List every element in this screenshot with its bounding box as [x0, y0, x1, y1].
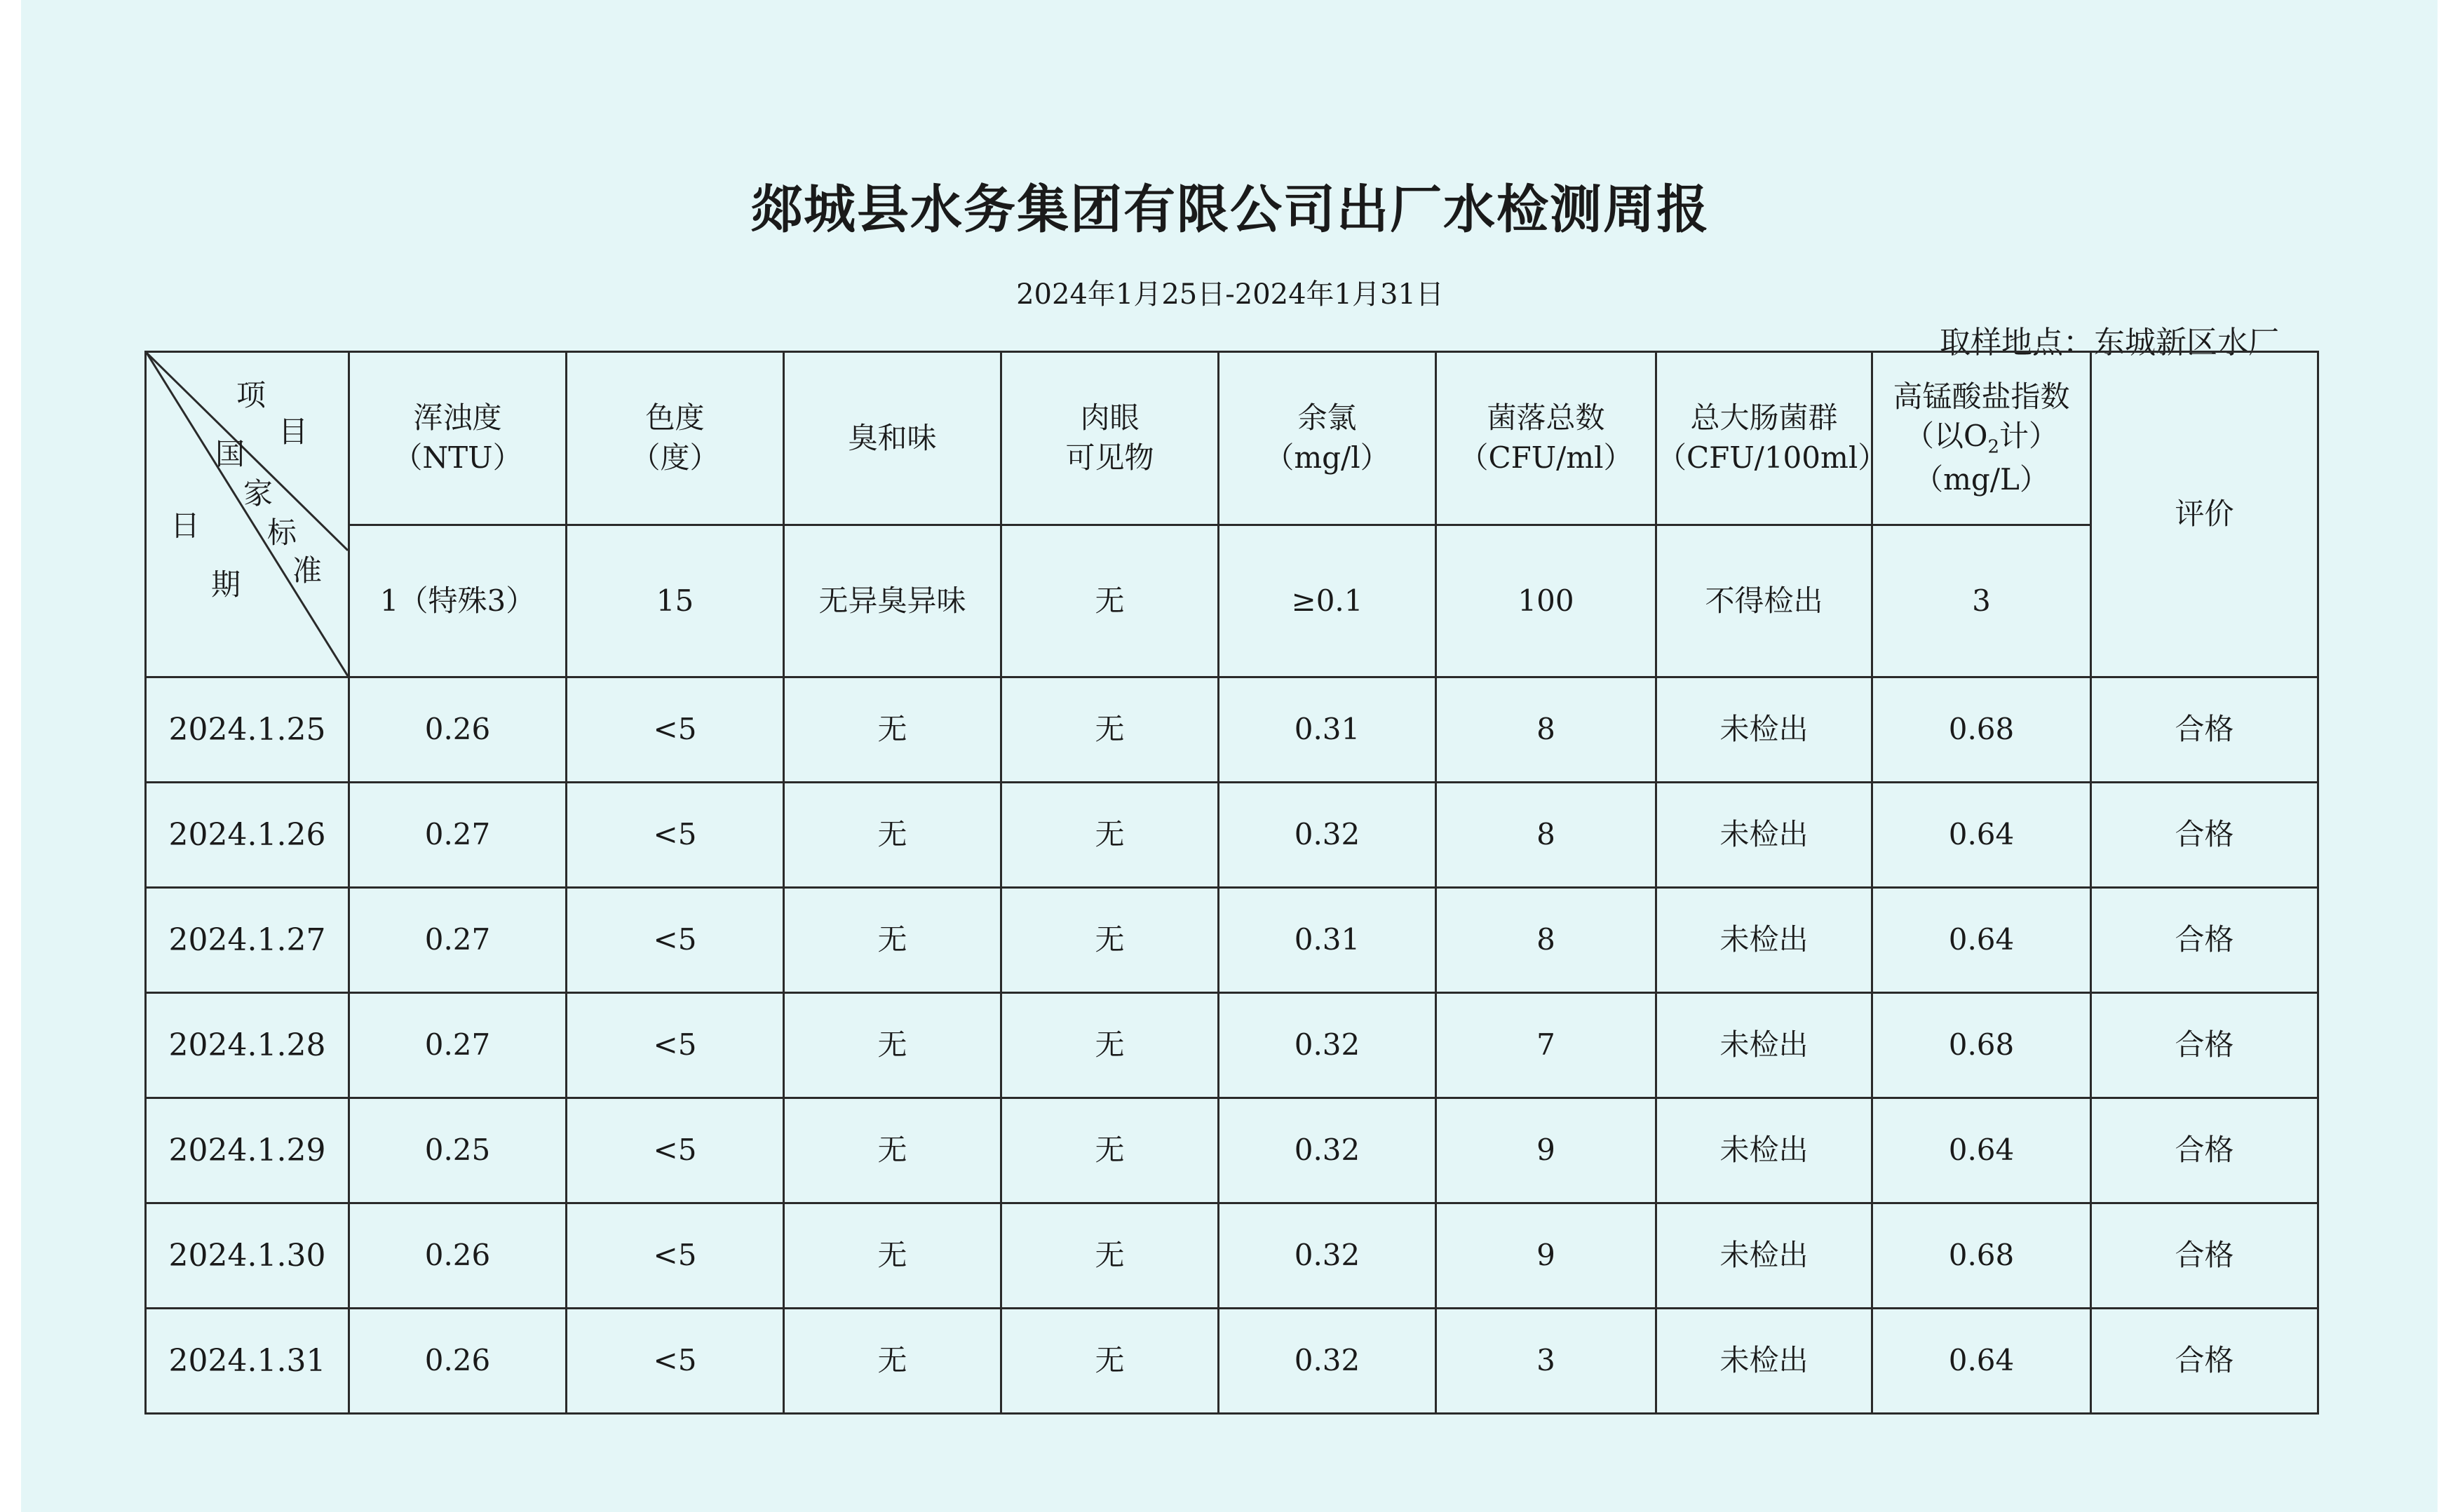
evaluation-cell: 合格	[2091, 1309, 2318, 1414]
color-cell: <5	[567, 783, 784, 888]
visible-matter-cell: 无	[1001, 1098, 1219, 1203]
color-cell: <5	[567, 888, 784, 993]
report-title: 郯城县水务集团有限公司出厂水检测周报	[750, 180, 1710, 240]
col-header-visible-matter: 肉眼 可见物	[1001, 352, 1219, 525]
table-row	[146, 993, 2318, 1098]
colony-count-cell: 8	[1436, 677, 1656, 783]
color-cell: <5	[567, 677, 784, 783]
evaluation-cell: 合格	[2091, 993, 2318, 1098]
turbidity-cell: 0.26	[349, 1309, 567, 1414]
table-row	[146, 888, 2318, 993]
evaluation-cell: 合格	[2091, 677, 2318, 783]
corner-label-zhun: 准	[292, 553, 323, 588]
chlorine-cell: 0.31	[1219, 888, 1436, 993]
evaluation-cell: 合格	[2091, 1098, 2318, 1203]
header-row	[146, 352, 2318, 525]
color-cell: <5	[567, 1203, 784, 1309]
chlorine-cell: 0.32	[1219, 1098, 1436, 1203]
color-cell: <5	[567, 1309, 784, 1414]
date-cell: 2024.1.25	[146, 677, 349, 783]
permanganate-cell: 0.68	[1872, 1203, 2091, 1309]
standard-cell: ≥0.1	[1219, 525, 1436, 677]
corner-label-xiang: 项	[236, 378, 266, 412]
permanganate-cell: 0.68	[1872, 993, 2091, 1098]
chlorine-cell: 0.32	[1219, 1309, 1436, 1414]
standard-cell: 无	[1001, 525, 1219, 677]
standard-cell: 15	[567, 525, 784, 677]
turbidity-cell: 0.27	[349, 888, 567, 993]
coliform-cell: 未检出	[1656, 1203, 1872, 1309]
color-cell: <5	[567, 1098, 784, 1203]
col-header-coliform: 总大肠菌群 （CFU/100ml）	[1656, 352, 1872, 525]
table-row	[146, 677, 2318, 783]
date-cell: 2024.1.29	[146, 1098, 349, 1203]
col-header-color: 色度 （度）	[567, 352, 784, 525]
date-cell: 2024.1.27	[146, 888, 349, 993]
evaluation-cell: 合格	[2091, 888, 2318, 993]
standard-cell: 无异臭异味	[784, 525, 1001, 677]
water-quality-table	[144, 351, 2319, 1415]
visible-matter-cell: 无	[1001, 677, 1219, 783]
col-header-evaluation: 评价	[2091, 352, 2318, 677]
coliform-cell: 未检出	[1656, 888, 1872, 993]
date-cell: 2024.1.28	[146, 993, 349, 1098]
permanganate-cell: 0.64	[1872, 1098, 2091, 1203]
turbidity-cell: 0.26	[349, 677, 567, 783]
permanganate-cell: 0.64	[1872, 1309, 2091, 1414]
turbidity-cell: 0.27	[349, 993, 567, 1098]
chlorine-cell: 0.32	[1219, 1203, 1436, 1309]
permanganate-cell: 0.64	[1872, 888, 2091, 993]
odor-cell: 无	[784, 993, 1001, 1098]
chlorine-cell: 0.32	[1219, 783, 1436, 888]
chlorine-cell: 0.31	[1219, 677, 1436, 783]
visible-matter-cell: 无	[1001, 993, 1219, 1098]
odor-cell: 无	[784, 1309, 1001, 1414]
turbidity-cell: 0.26	[349, 1203, 567, 1309]
coliform-cell: 未检出	[1656, 1098, 1872, 1203]
colony-count-cell: 9	[1436, 1203, 1656, 1309]
odor-cell: 无	[784, 888, 1001, 993]
report-period: 2024年1月25日-2024年1月31日	[1016, 278, 1444, 311]
visible-matter-cell: 无	[1001, 783, 1219, 888]
standard-cell: 不得检出	[1656, 525, 1872, 677]
corner-label-guo: 国	[215, 437, 245, 471]
col-header-permanganate: 高锰酸盐指数 （以$O_2$计） （mg/L）	[1872, 352, 2091, 525]
corner-header-cell	[146, 352, 349, 677]
odor-cell: 无	[784, 677, 1001, 783]
permanganate-cell: 0.68	[1872, 677, 2091, 783]
visible-matter-cell: 无	[1001, 1309, 1219, 1414]
odor-cell: 无	[784, 1203, 1001, 1309]
visible-matter-cell: 无	[1001, 888, 1219, 993]
turbidity-cell: 0.27	[349, 783, 567, 888]
coliform-cell: 未检出	[1656, 677, 1872, 783]
standard-cell: 3	[1872, 525, 2091, 677]
col-header-odor: 臭和味	[784, 352, 1001, 525]
standard-cell: 100	[1436, 525, 1656, 677]
chlorine-cell: 0.32	[1219, 993, 1436, 1098]
data-rows	[146, 677, 2318, 1414]
col-header-colony-count: 菌落总数 （CFU/ml）	[1436, 352, 1656, 525]
coliform-cell: 未检出	[1656, 783, 1872, 888]
colony-count-cell: 3	[1436, 1309, 1656, 1414]
col-header-turbidity: 浑浊度 （NTU）	[349, 352, 567, 525]
colony-count-cell: 8	[1436, 783, 1656, 888]
corner-label-mu: 目	[278, 414, 309, 449]
visible-matter-cell: 无	[1001, 1203, 1219, 1309]
standard-row	[146, 525, 2318, 677]
colony-count-cell: 8	[1436, 888, 1656, 993]
color-cell: <5	[567, 993, 784, 1098]
table-row	[146, 1098, 2318, 1203]
sampling-location: 取样地点：东城新区水厂	[1940, 325, 2279, 360]
coliform-cell: 未检出	[1656, 1309, 1872, 1414]
corner-label-qi: 期	[211, 567, 241, 602]
odor-cell: 无	[784, 783, 1001, 888]
evaluation-cell: 合格	[2091, 1203, 2318, 1309]
odor-cell: 无	[784, 1098, 1001, 1203]
evaluation-cell: 合格	[2091, 783, 2318, 888]
corner-label-jia: 家	[243, 476, 273, 511]
corner-label-biao: 标	[267, 515, 297, 550]
colony-count-cell: 9	[1436, 1098, 1656, 1203]
date-cell: 2024.1.31	[146, 1309, 349, 1414]
corner-label-ri: 日	[170, 508, 201, 543]
date-cell: 2024.1.26	[146, 783, 349, 888]
table-row	[146, 783, 2318, 888]
col-header-residual-chlorine: 余氯 （mg/l）	[1219, 352, 1436, 525]
table-row	[146, 1203, 2318, 1309]
turbidity-cell: 0.25	[349, 1098, 567, 1203]
coliform-cell: 未检出	[1656, 993, 1872, 1098]
table-row	[146, 1309, 2318, 1414]
permanganate-cell: 0.64	[1872, 783, 2091, 888]
standard-cell: 1（特殊3）	[349, 525, 567, 677]
date-cell: 2024.1.30	[146, 1203, 349, 1309]
colony-count-cell: 7	[1436, 993, 1656, 1098]
